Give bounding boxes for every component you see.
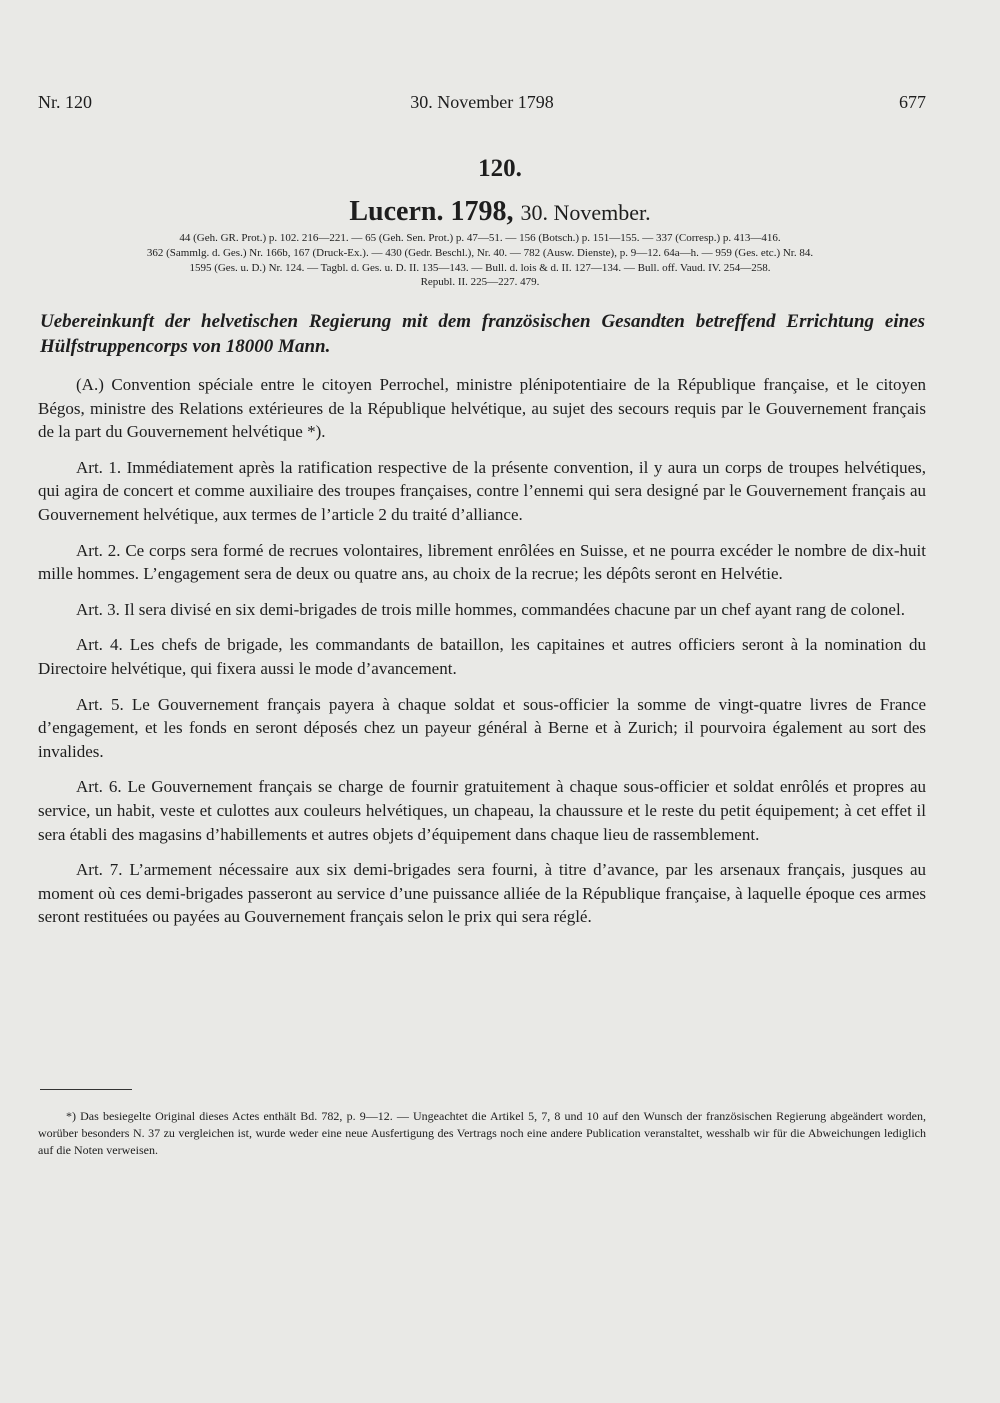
document-year: 1798, [450,196,514,227]
source-line: 1595 (Ges. u. D.) Nr. 124. — Tagbl. d. Ges. u. D. II. 135—143. — Bull. d. lois & d. II. 127—134. — Bull. off. Vaud. IV. 254—258. [189,261,771,274]
intro-paragraph: (A.) Convention spéciale entre le citoyen Perrochel, ministre plénipotentiaire de la République française, et le citoyen Bégos, ministre des Relations extérieures de la République helvétique, au sujet des secours requis par le Gouvernement français de la part du Gouvernement helvétique *). [38,375,926,442]
page-number: 677 [899,92,926,112]
source-line: Republ. II. 225—227. 479. [420,276,540,289]
source-line: 44 (Geh. GR. Prot.) p. 102. 216—221. — 65 (Geh. Sen. Prot.) p. 47—51. — 156 (Botsch.) p. 151—155. — 337 (Corresp.) p. 413—416. [179,232,781,244]
article-6: Art. 6. Le Gouvernement français se charge de fournir gratuitement à chaque sous-officier et soldat enrôlés et propres au service, un habit, veste et culottes aux couleurs helvétiques, un chapeau, la chaussure et le reste du petit équipement; à cet effet il sera établi des magasins d’habillements et autres objets d’équipement dans chaque lieu de rassemblement. [38,777,926,844]
document-date: 30. November. [520,200,651,225]
article-4: Art. 4. Les chefs de brigade, les commandants de bataillon, les capitaines et autres officiers seront à la nomination du Directoire helvétique, qui fixera aussi le mode d’avancement. [38,635,926,678]
running-head [38,92,926,116]
german-title: Uebereinkunft der helvetischen Regierung mit dem französischen Gesandten betreffend Errichtung eines Hülfstruppencorps von 18000 Mann. [40,311,925,357]
article-2: Art. 2. Ce corps sera formé de recrues volontaires, librement enrôlées en Suisse, et ne pourra excéder le nombre de dix-huit mille hommes. L’engagement sera de deux ou quatre ans, au choix de la recrue; les dépôts seront en Helvétie. [38,540,926,584]
article-1: Art. 1. Immédiatement après la ratification respective de la présente convention, il y aura un corps de troupes helvétiques, qui agira de concert et comme auxiliaire des troupes françaises, contre l’ennemi qui sera designé par le Gouvernement français au Gouvernement helvétique, aux termes de l’article 2 du traité d’alliance. [38,457,926,524]
article-7: Art. 7. L’armement nécessaire aux six demi-brigades sera fourni, à titre d’avance, par les arsenaux français, jusques au moment où ces demi-brigades passeront au service d’une puissance alliée de la République française, à laquelle époque ces armes seront restituées ou payées au Gouvernement français selon le prix qui sera réglé. [38,860,926,927]
running-head-date: 30. November 1798 [410,92,554,112]
footnote-divider [40,1089,132,1090]
document-place: Lucern. [349,196,444,227]
footnote-text: *) Das besiegelte Original dieses Actes enthält Bd. 782, p. 9—12. — Ungeachtet die Artikel 5, 7, 8 und 10 auf den Wunsch der französischen Regierung abgeändert worden, worüber besonders N. 37 zu vergleichen ist, wurde weder eine neue Ausfertigung des Vertrags noch eine andere Publication veranstaltet, wesshalb wir für die Abweichungen lediglich auf die Noten verweisen. [38,1109,926,1157]
document-heading [0,196,1000,228]
footnote [38,1108,926,1159]
source-line: 362 (Sammlg. d. Ges.) Nr. 166b, 167 (Druck-Ex.). — 430 (Gedr. Beschl.), Nr. 40. — 782 (Ausw. Dienste), p. 9—12. 64a—h. — 959 (Ges. etc.) Nr. 84. [146,246,814,259]
body-text [38,373,926,941]
article-5: Art. 5. Le Gouvernement français payera à chaque soldat et sous-officier la somme de vingt-quatre livres de France d’engagement, et les fonds en seront déposés chez un payeur général à Berne et à Zurich; il pourvoira également au sort des invalides. [38,694,926,761]
running-head-number: Nr. 120 [38,92,92,112]
document-number: 120. [478,155,522,182]
article-3: Art. 3. Il sera divisé en six demi-brigades de trois mille hommes, commandées chacune par un chef ayant rang de colonel. [76,599,905,619]
source-references [40,231,920,290]
